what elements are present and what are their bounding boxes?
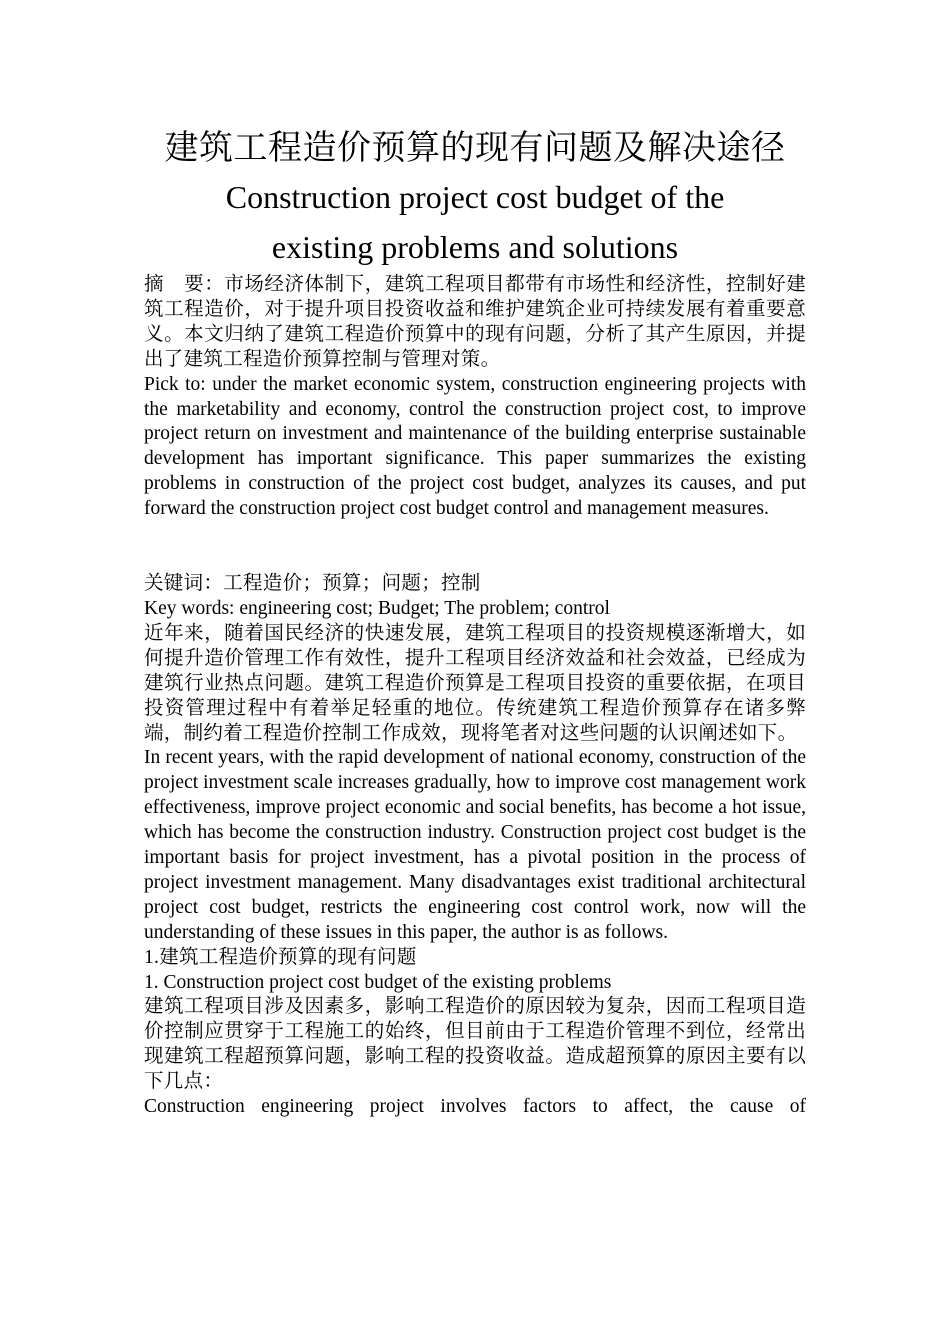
title-english-line-2: existing problems and solutions [271,229,679,265]
intro-english: In recent years, with the rapid development of national economy, construction of the project investment scale increases gradually, how to improve cost management work effectiveness, improve project economic and social benefits, has become a hot issue, which has become the construction industry. Construction project cost budget is the important basis for project investment, has a pivotal position in the process of project investment management. Many disadvantages exist traditional architectural project cost budget, restricts the engineering cost control work, now will the understanding of these issues in this paper, the author is as follows. [144,747,806,943]
section-spacer [144,522,806,572]
keywords-english: Key words: engineering cost; Budget; The problem; control [144,597,610,619]
intro-chinese: 近年来，随着国民经济的快速发展，建筑工程项目的投资规模逐渐增大，如何提升造价管理工作有效性，提升工程项目经济效益和社会效益，已经成为建筑行业热点问题。建筑工程造价预算是工程项目投资的重要依据，在项目投资管理过程中有着举足轻重的地位。传统建筑工程造价预算存在诸多弊端，制约着工程造价控制工作成效，现将笔者对这些问题的认识阐述如下。 [144,622,806,744]
section-1-body-english: Construction engineering project involves factors to affect, the cause of [144,1096,806,1118]
section-1-heading-chinese: 1.建筑工程造价预算的现有问题 [144,946,417,968]
document-body [144,273,806,1120]
title-chinese: 建筑工程造价预算的现有问题及解决途径 [164,130,786,167]
title-block [140,126,810,272]
keywords-chinese: 关键词：工程造价；预算；问题；控制 [144,573,481,595]
section-1-heading-english: 1. Construction project cost budget of the existing problems [144,971,612,993]
title-english-line-1: Construction project cost budget of the [225,179,725,215]
section-1-body-chinese: 建筑工程项目涉及因素多，影响工程造价的原因较为复杂，因而工程项目造价控制应贯穿于工程施工的始终，但目前由于工程造价管理不到位，经常出现建筑工程超预算问题，影响工程的投资收益。造成超预算的原因主要有以下几点： [144,996,806,1093]
abstract-chinese: 摘 要：市场经济体制下，建筑工程项目都带有市场性和经济性，控制好建筑工程造价，对于提升项目投资收益和维护建筑企业可持续发展有着重要意义。本文归纳了建筑工程造价预算中的现有问题，分析了其产生原因，并提出了建筑工程造价预算控制与管理对策。 [144,274,806,370]
abstract-english: Pick to: under the market economic system, construction engineering projects with the marketability and economy, control the construction project cost, to improve project return on investment and maintenance of the building enterprise sustainable development has important significance. This paper summarizes the existing problems in construction of the project cost budget, analyzes its causes, and put forward the construction project cost budget control and management measures. [144,373,806,520]
